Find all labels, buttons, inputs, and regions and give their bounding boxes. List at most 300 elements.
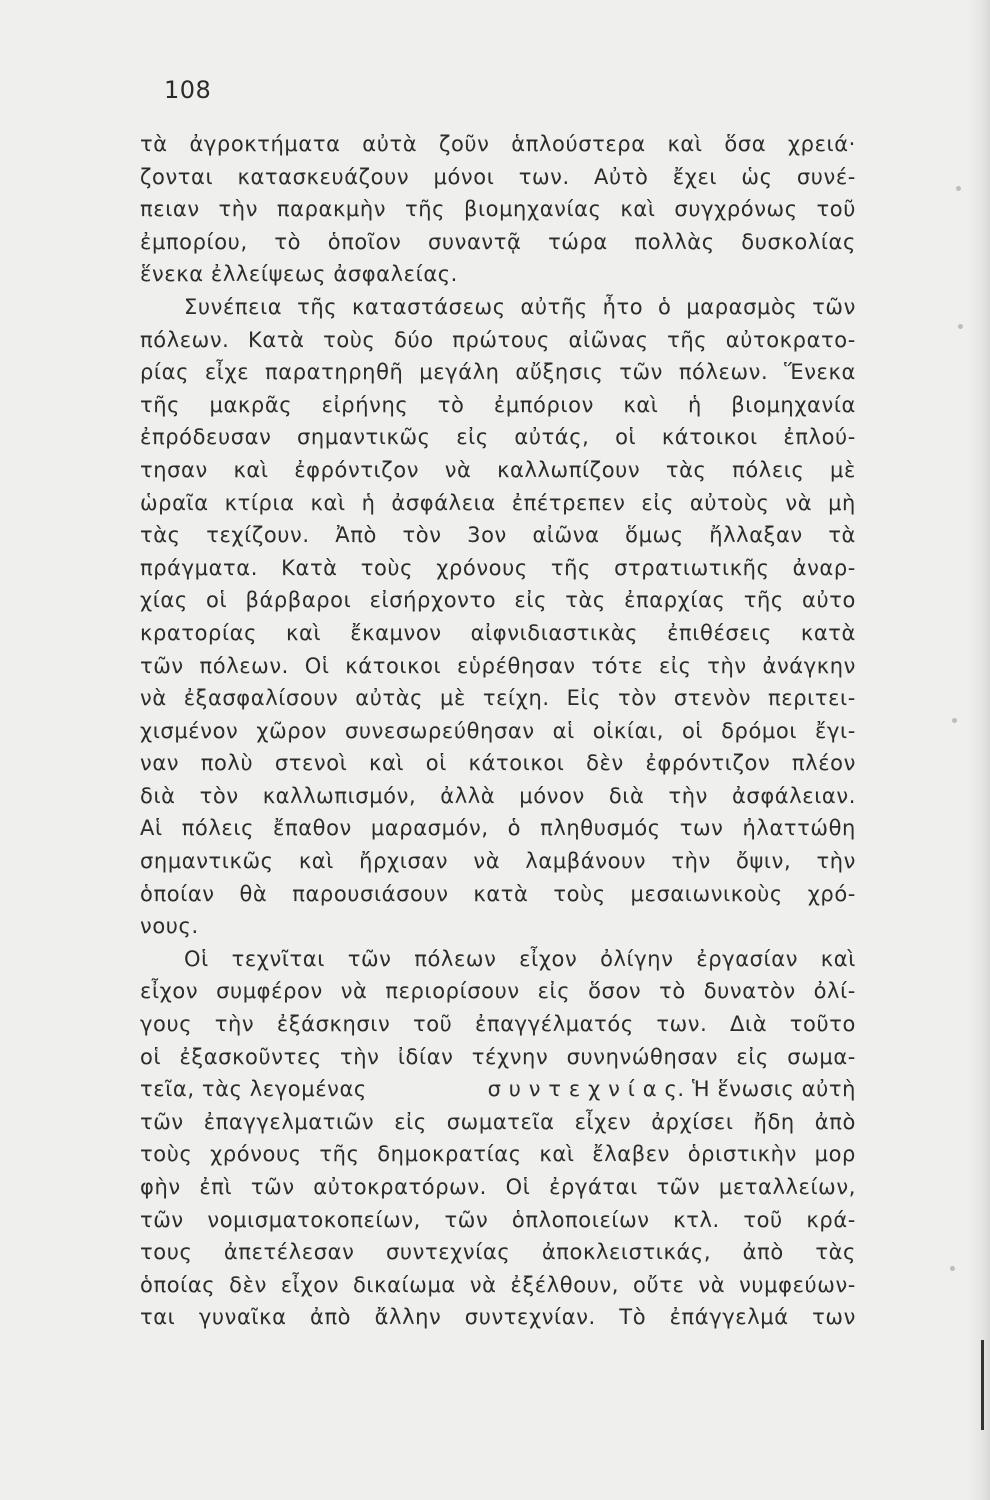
word: ἐπὶ — [199, 1175, 233, 1199]
word: εἰς — [736, 1044, 769, 1069]
word: ἔγι- — [815, 718, 856, 743]
word: ἐπαρχίας — [624, 588, 726, 613]
word: κάτοικοι — [661, 425, 758, 450]
text-line — [140, 975, 856, 1008]
word: ἄλλην — [374, 1305, 442, 1330]
text-line — [140, 552, 856, 585]
word: δύο — [394, 327, 434, 352]
word: τὴν — [816, 849, 856, 874]
word: κατὰ — [473, 881, 529, 906]
word: αὐτῆς — [520, 294, 588, 319]
text-line — [140, 1008, 856, 1041]
word: νὰ — [698, 1272, 726, 1297]
word: δυσκολίας — [741, 229, 856, 254]
word: βιομηχανίας — [463, 197, 602, 222]
word: τῆς — [405, 197, 446, 222]
word: νομισματοκοπείων, — [207, 1207, 421, 1232]
word: εἶχεν — [574, 1109, 632, 1134]
word: παρατηρηθῆ — [265, 360, 404, 385]
word: Κατὰ — [248, 327, 305, 352]
word: Οἱ — [184, 946, 209, 971]
word: ἐργασίαν — [696, 946, 799, 971]
word: θὰ — [239, 881, 268, 906]
text-line — [140, 324, 856, 357]
word: σημαντικῶς — [140, 849, 274, 874]
word: ἀγροκτήματα — [189, 132, 341, 156]
word: ὄψιν, — [736, 849, 792, 874]
word: καὶ — [667, 132, 703, 156]
word: ὁ — [507, 816, 522, 841]
word: αἰφνιδιαστικὰς — [470, 620, 639, 645]
paper-speck — [958, 324, 963, 329]
word: οἱ — [615, 425, 637, 450]
text-line — [140, 682, 856, 715]
word: τῶν — [444, 1207, 489, 1232]
word: κτίρια — [224, 490, 295, 515]
word: πόλεων. — [678, 360, 769, 385]
word: τῆς — [550, 555, 591, 580]
word: αἰῶνας — [568, 327, 649, 352]
word: εἰρήνης — [321, 392, 409, 417]
word: ὁπλοποιείων — [511, 1207, 650, 1232]
text-line: ἕνεκα ἐλλείψεως ἀσφαλείας. — [140, 262, 458, 287]
word: ρίας — [140, 360, 190, 385]
edge-mark — [981, 1340, 984, 1430]
word: κτλ. — [673, 1207, 720, 1232]
word: τὸν — [199, 783, 239, 808]
word: ἔλαβεν — [592, 1142, 670, 1167]
word: ται — [140, 1305, 176, 1330]
text-line — [140, 1204, 856, 1237]
word: ἤδη — [753, 1109, 795, 1134]
paper-speck — [950, 1266, 955, 1271]
word: οἰκίαι, — [592, 718, 665, 743]
word: συγχρόνως — [674, 197, 798, 222]
word: αὐτοὺς — [689, 490, 770, 515]
word: κρατορίας — [140, 620, 258, 645]
text-line — [140, 1269, 856, 1302]
word: ἔχει — [672, 164, 718, 189]
word: ἰδίαν — [397, 1044, 454, 1069]
word: ἤρχισαν — [359, 849, 449, 874]
text-line — [140, 1041, 856, 1074]
word: εἰς — [537, 979, 571, 1004]
word: τὸν — [617, 686, 657, 711]
word: τὰς — [565, 588, 606, 613]
word: πληθυσμός — [540, 816, 661, 841]
word: τῆς — [297, 294, 338, 319]
word: μὲ — [440, 686, 466, 711]
word: ἐπαγγέλματός — [475, 1012, 634, 1037]
word: καὶ — [623, 392, 659, 417]
word: αὐτάς, — [514, 425, 590, 450]
word: τῶν — [812, 294, 856, 319]
text-line — [140, 650, 856, 683]
word: ἀλλὰ — [440, 783, 496, 808]
page-edge — [968, 0, 990, 1500]
word: Οἱ — [505, 1175, 531, 1199]
word: ὁποίας — [140, 1272, 216, 1297]
word: πλέον — [791, 751, 856, 776]
word: Εἰς — [566, 686, 602, 711]
word: νὰ — [785, 490, 813, 515]
word: ἁπλούστερα — [511, 132, 646, 156]
word: χρόνους — [210, 1142, 302, 1167]
word: καὶ — [310, 490, 346, 515]
word: παρουσιάσουν — [292, 881, 449, 906]
paper-speck — [956, 186, 961, 191]
word: κάτοικοι — [468, 751, 565, 776]
word: καὶ — [620, 197, 656, 222]
word: αὐτὰ — [362, 132, 418, 156]
word: χρόνους — [436, 555, 528, 580]
word: τῆς — [743, 588, 784, 613]
word: ἀσφάλειαν. — [731, 783, 856, 808]
text-line — [140, 291, 856, 324]
word: μαρασμὸς — [686, 294, 798, 319]
word: εὑρέθησαν — [456, 653, 576, 678]
word: μεσαιωνικοὺς — [630, 881, 783, 906]
word: πειαν — [140, 197, 200, 222]
text-line — [140, 421, 856, 454]
word: πρώτους — [452, 327, 550, 352]
word: μεταλλείων, — [718, 1175, 856, 1199]
word: δικαίωμα — [352, 1272, 456, 1297]
word: τὴν — [218, 197, 259, 222]
word: τοῦ — [743, 1207, 783, 1232]
word: συνεσωρεύθησαν — [344, 718, 535, 743]
word: νὰ — [140, 686, 167, 711]
word: τεχνῖται — [231, 946, 325, 971]
word: συναντᾷ — [427, 229, 522, 254]
word: τῶν — [347, 946, 392, 971]
word: ὅσα — [724, 132, 767, 156]
word: νὰ — [444, 457, 472, 482]
text-line — [140, 584, 856, 617]
word: ἀπετέλεσαν — [223, 1240, 355, 1265]
word: νὰ — [469, 1272, 497, 1297]
text-line — [140, 519, 856, 552]
text-line — [140, 454, 856, 487]
word: τοῦ — [412, 1012, 453, 1037]
word: στρατιωτικῆς — [614, 555, 770, 580]
word: γυναῖκα — [198, 1305, 287, 1330]
word: εἰς — [658, 653, 692, 678]
word: οὔτε — [633, 1272, 685, 1297]
word: των. — [518, 164, 570, 189]
word: συνηνώθησαν — [566, 1044, 719, 1069]
text-line — [140, 812, 856, 845]
word: τῆς — [140, 392, 181, 417]
word: αὔξησις — [515, 360, 604, 385]
page-number: 108 — [164, 76, 212, 104]
word: ἀναρ- — [792, 555, 856, 580]
word: ἐξασκοῦντες — [179, 1044, 322, 1069]
word: τοὺς — [140, 1142, 193, 1167]
word: σημαντικῶς — [297, 425, 431, 450]
word: τοὺς — [323, 327, 376, 352]
word: καλλωπίζουν — [497, 457, 641, 482]
text-line — [140, 617, 856, 650]
word: εἰς — [514, 588, 548, 613]
word: τῆς — [667, 327, 708, 352]
word: ναν — [140, 751, 180, 776]
text-line — [140, 1301, 856, 1334]
word: των — [679, 816, 724, 841]
word: ἀνάγκην — [762, 653, 856, 678]
word: οἱ — [681, 718, 704, 743]
word: ἀρχίσει — [651, 1109, 734, 1134]
word: τὰς — [815, 1240, 856, 1265]
word: ὡς — [741, 164, 773, 189]
text-line-part: τεῖα, τὰς λεγομένας — [140, 1077, 367, 1102]
word: τώρα — [548, 229, 608, 254]
word: πολλὰς — [634, 229, 715, 254]
word: μόνοι — [433, 164, 495, 189]
word: ἐφρόντιζον — [294, 457, 420, 482]
word: τῶν — [140, 653, 184, 678]
word: καὶ — [286, 620, 322, 645]
word: τὰς — [140, 523, 181, 548]
word: ἡ — [687, 392, 702, 417]
text-line — [140, 1106, 856, 1139]
word: εἶχον — [280, 1272, 340, 1297]
word: νὰ — [473, 849, 501, 874]
word: εἶχον — [519, 946, 578, 971]
text-line — [140, 193, 856, 226]
word: πόλεων — [414, 946, 497, 971]
word: γους — [140, 1012, 193, 1037]
word: ἐμπόριον — [493, 392, 594, 417]
word: Συνέπεια — [184, 294, 283, 319]
word: μὲ — [830, 457, 856, 482]
word: ἐπλού- — [783, 425, 856, 450]
word: εἰς — [456, 425, 489, 450]
word: στενὸν — [673, 686, 752, 711]
word: Ἕνεκα — [784, 360, 856, 385]
word: τὸ — [437, 392, 465, 417]
word: χῶρον — [256, 718, 327, 743]
word: ζονται — [140, 164, 214, 189]
word: μακρᾶς — [209, 392, 293, 417]
word: μόνον — [519, 783, 585, 808]
word: καὶ — [369, 751, 405, 776]
word: βάρβαροι — [245, 588, 352, 613]
word: ὁποίαν — [140, 881, 215, 906]
word: ἀπὸ — [742, 1240, 784, 1265]
word: οἱ — [425, 751, 447, 776]
word: παρακμὴν — [276, 197, 387, 222]
text-line — [140, 878, 856, 911]
word: εἶχον — [140, 979, 199, 1004]
text-line — [140, 487, 856, 520]
text-line — [140, 128, 856, 161]
word: διὰ — [608, 783, 645, 808]
word: τῶν — [619, 360, 663, 385]
word: καὶ — [820, 946, 856, 971]
word: ἀποκλειστικάς, — [541, 1240, 712, 1265]
word: τὴν — [707, 653, 747, 678]
word: δυνατὸν — [703, 979, 796, 1004]
word: καλλωπισμόν, — [262, 783, 417, 808]
text-line — [140, 715, 856, 748]
word: βιομηχανία — [731, 392, 856, 417]
word: ἐπρόδευσαν — [140, 425, 272, 450]
text-line — [140, 1236, 856, 1269]
word: λαμβάνουν — [525, 849, 647, 874]
word: αὐτο — [802, 588, 856, 613]
word: ἐπαγγελματιῶν — [203, 1109, 375, 1134]
word: νυμφεύων- — [739, 1272, 856, 1297]
word: τησαν — [140, 457, 208, 482]
text-line — [140, 747, 856, 780]
word: αἰῶνα — [532, 523, 600, 548]
word: ἀπὸ — [310, 1305, 352, 1330]
word: ἐξάσκησιν — [276, 1012, 391, 1037]
word: Αἱ — [140, 816, 163, 841]
word: καὶ — [298, 849, 334, 874]
word: μαρασμόν, — [370, 816, 489, 841]
word: ἀπὸ — [814, 1109, 856, 1134]
word: δὲν — [229, 1272, 267, 1297]
word: τῶν — [656, 1175, 701, 1199]
word: τὴν — [668, 783, 708, 808]
word: κρά- — [806, 1207, 856, 1232]
word: χισμένον — [140, 718, 239, 743]
text-line — [140, 1171, 856, 1204]
word: φὴν — [140, 1175, 181, 1199]
word: τὴν — [671, 849, 711, 874]
word: τὴν — [214, 1012, 255, 1037]
text-line — [140, 780, 856, 813]
word: ὀλί- — [813, 979, 856, 1004]
word: σωμα- — [787, 1044, 856, 1069]
text-line — [140, 389, 856, 422]
word: ὅσον — [588, 979, 642, 1004]
word: ἀσφάλεια — [391, 490, 496, 515]
body-text — [140, 128, 856, 1334]
word: ἔπαθον — [273, 816, 352, 841]
word: οἱ — [140, 1044, 162, 1069]
word: ἐμπορίου, — [140, 229, 248, 254]
word: μὴ — [828, 490, 856, 515]
word: δημοκρατίας — [377, 1142, 522, 1167]
word: πόλεις — [181, 816, 254, 841]
word: αὐτοκρατο- — [725, 327, 856, 352]
word: Αὐτὸ — [594, 164, 649, 189]
word: συνέ- — [796, 164, 856, 189]
word: εἰσήρχοντο — [369, 588, 497, 613]
word: καὶ — [539, 1142, 575, 1167]
word: τότε — [591, 653, 644, 678]
word: ἐφρόντιζον — [645, 751, 771, 776]
word: ἐξασφαλίσουν — [183, 686, 339, 711]
word: συντεχνίας — [385, 1240, 511, 1265]
word: σωματεῖα — [446, 1109, 555, 1134]
word: περιτει- — [768, 686, 856, 711]
word: ἐπέτρεπεν — [511, 490, 626, 515]
word: αὐτοκρατόρων. — [313, 1175, 487, 1199]
word: ὁριστικὴν — [687, 1142, 797, 1167]
text-line — [140, 161, 856, 194]
word: δρόμοι — [721, 718, 798, 743]
word: τείχη. — [482, 686, 550, 711]
word: τεχίζουν. — [206, 523, 310, 548]
word: τοὺς — [553, 881, 606, 906]
word: εἰς — [641, 490, 675, 515]
word: τὰ — [140, 132, 168, 156]
word: χρειά· — [787, 132, 856, 156]
text-line — [140, 943, 856, 976]
word: εἰς — [394, 1109, 427, 1134]
word: πολὺ — [200, 751, 254, 776]
word: τὰ — [828, 523, 856, 548]
text-line-split — [140, 1073, 856, 1106]
word: ὅμως — [625, 523, 684, 548]
text-line — [140, 356, 856, 389]
word: τὰς — [665, 457, 707, 482]
word: τοῦτο — [789, 1012, 856, 1037]
word: εἶχε — [204, 360, 250, 385]
word: ὁποῖον — [327, 229, 402, 254]
word: συντεχνίαν. — [464, 1305, 596, 1330]
word: τῶν — [140, 1109, 184, 1134]
word: Τὸ — [619, 1305, 647, 1330]
word: κατὰ — [800, 620, 856, 645]
word: ὀλίγην — [600, 946, 674, 971]
word: ἠλαττώθη — [742, 816, 856, 841]
word: τῶν — [250, 1175, 295, 1199]
text-line: νους. — [140, 914, 199, 939]
word: Οἱ — [304, 653, 330, 678]
word: αὐτὰς — [355, 686, 424, 711]
word: ὡραῖα — [140, 490, 209, 515]
word: κάτοικοι — [345, 653, 442, 678]
word: ἦτο — [602, 294, 644, 319]
word: ἡ — [361, 490, 376, 515]
word: τὸν — [402, 523, 442, 548]
word: των. — [656, 1012, 708, 1037]
word: καταστάσεως — [351, 294, 506, 319]
word: μορ — [814, 1142, 856, 1167]
word: τῶν — [140, 1207, 184, 1232]
word: ὁ — [658, 294, 672, 319]
word: Διὰ — [730, 1012, 768, 1037]
word: χίας — [140, 588, 188, 613]
word: συμφέρον — [216, 979, 323, 1004]
word: ἔκαμνον — [350, 620, 442, 645]
word: τὸ — [274, 229, 302, 254]
word: διὰ — [140, 783, 176, 808]
text-line — [140, 226, 856, 259]
word: ἐπάγγελμά — [669, 1305, 789, 1330]
word: δὲν — [586, 751, 624, 776]
word: πράγματα. — [140, 555, 259, 580]
word: νὰ — [340, 979, 368, 1004]
text-line — [140, 1138, 856, 1171]
word: 3ον — [467, 523, 507, 548]
word: Κατὰ — [281, 555, 338, 580]
spaced-term-line: σ υ ν τ ε χ ν ί α ς. Ἡ ἕνωσις αὐτὴ — [487, 1077, 856, 1102]
word: τῆς — [319, 1142, 360, 1167]
word: ἤλλαξαν — [709, 523, 803, 548]
word: Ἀπὸ — [335, 523, 377, 548]
word: καὶ — [233, 457, 269, 482]
word: ἐργάται — [549, 1175, 638, 1199]
word: τοῦ — [816, 197, 856, 222]
word: τὸ — [659, 979, 686, 1004]
word: πόλεων. — [140, 327, 230, 352]
